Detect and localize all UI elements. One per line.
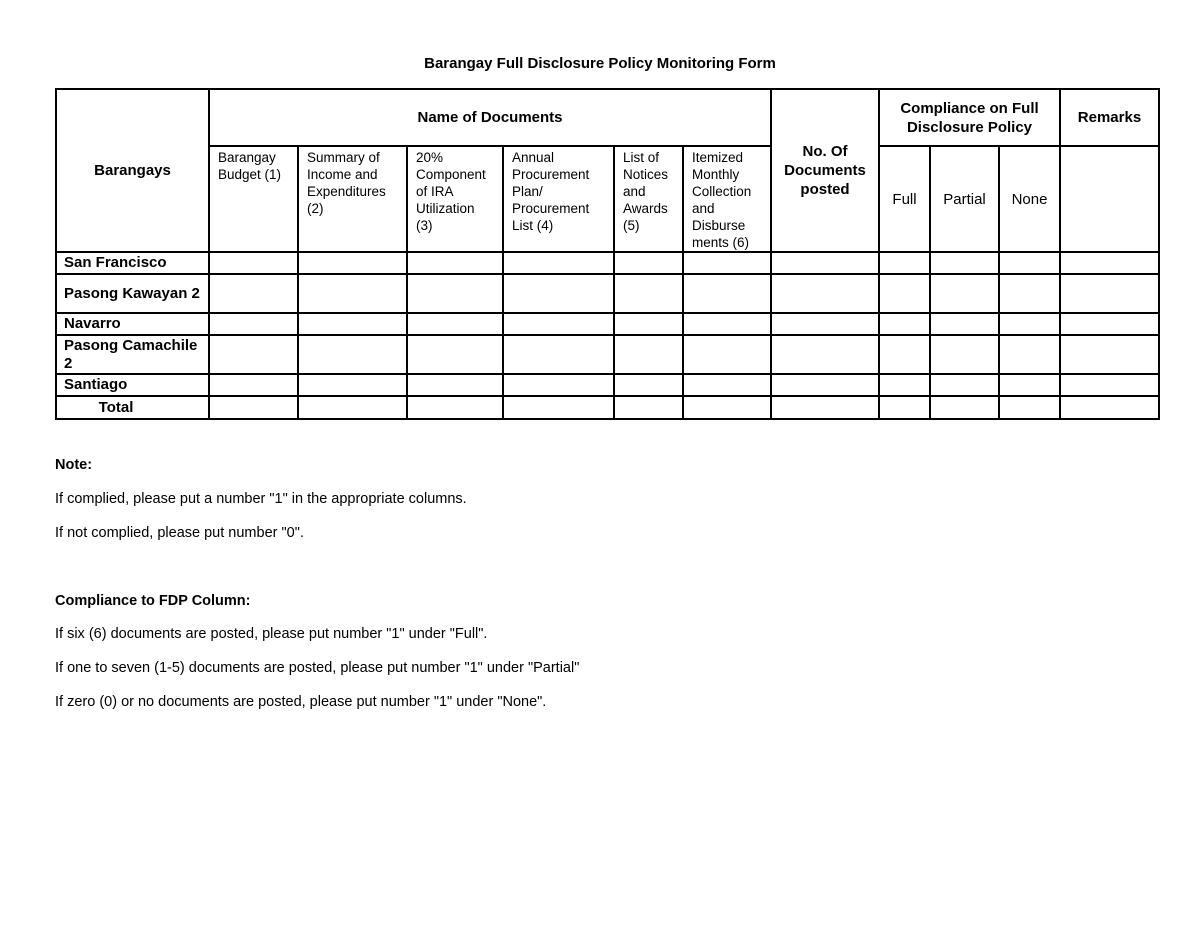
compliance-col-partial: Partial [930, 146, 999, 252]
table-row [56, 274, 1159, 313]
compliance-note-line-1: If six (6) documents are posted, please put number "1" under "Full". [55, 626, 488, 642]
doc-col-5: List of Notices and Awards (5) [614, 146, 683, 252]
barangay-name: San Francisco [56, 252, 209, 274]
doc-col-3: 20% Component of IRA Utilization (3) [407, 146, 503, 252]
table-row [56, 374, 1159, 396]
documents-header: Name of Documents [209, 89, 771, 146]
barangay-name: Pasong Kawayan 2 [56, 274, 209, 313]
doc-col-6: Itemized Monthly Collection and Disburse ments (6) [683, 146, 771, 252]
compliance-note-line-2: If one to seven (1-5) documents are posted, please put number "1" under "Partial" [55, 660, 580, 676]
remarks-subheader-empty [1060, 146, 1159, 252]
note-heading: Note: [55, 457, 93, 473]
total-row [56, 396, 1159, 419]
note-line-1: If complied, please put a number "1" in the appropriate columns. [55, 491, 467, 507]
doc-col-4: Annual Procurement Plan/ Procurement List (4) [503, 146, 614, 252]
table-row [56, 335, 1159, 374]
remarks-header: Remarks [1060, 89, 1159, 146]
note-line-2: If not complied, please put number "0". [55, 525, 304, 541]
table-row [56, 313, 1159, 335]
form-title: Barangay Full Disclosure Policy Monitoring Form [424, 55, 776, 72]
compliance-col-none: None [999, 146, 1060, 252]
doc-col-2: Summary of Income and Expenditures (2) [298, 146, 407, 252]
total-label: Total [56, 396, 209, 419]
compliance-note-line-3: If zero (0) or no documents are posted, please put number "1" under "None". [55, 694, 547, 710]
barangay-name: Navarro [56, 313, 209, 335]
monitoring-table [55, 88, 1160, 420]
docs-posted-header: No. Of Documents posted [771, 89, 879, 252]
table-row [56, 252, 1159, 274]
compliance-note-heading: Compliance to FDP Column: [55, 593, 251, 609]
doc-col-1: Barangay Budget (1) [209, 146, 298, 252]
barangay-name: Pasong Camachile 2 [56, 335, 209, 374]
barangays-header: Barangays [56, 89, 209, 252]
compliance-header: Compliance on Full Disclosure Policy [879, 89, 1060, 146]
compliance-col-full: Full [879, 146, 930, 252]
barangay-name: Santiago [56, 374, 209, 396]
